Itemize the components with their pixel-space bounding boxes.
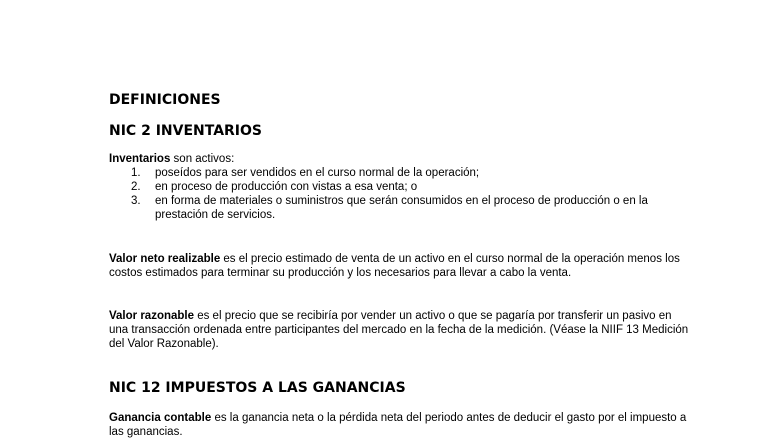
list-item-text: poseídos para ser vendidos en el curso normal de la operación; <box>155 167 480 179</box>
valor-neto-realizable-text: es el precio estimado de venta de un activo en el curso normal de la operación menos los costos estimados para terminar su producción y los necesarios para llevar a cabo la venta. <box>109 253 680 279</box>
ganancia-contable-text: es la ganancia neta o la pérdida neta del periodo antes de deducir el gasto por el impuesto a las ganancias. <box>109 412 687 438</box>
valor-razonable-text: es el precio que se recibiría por vender un activo o que se pagaría por transferir un pasivo en una transacción ordenada entre participantes del mercado en la fecha de la medición. (Véase la NIIF 13 Medición del Valor Razonable). <box>109 310 689 350</box>
list-item-text: en forma de materiales o suministros que serán consumidos en el proceso de producción o en la prestación de servicios. <box>155 195 648 221</box>
valor-neto-realizable-definition <box>109 252 689 280</box>
list-item <box>109 180 689 194</box>
term-valor-neto-realizable: Valor neto realizable <box>109 253 221 265</box>
list-item-number: 3. <box>131 195 141 207</box>
term-valor-razonable: Valor razonable <box>109 310 195 322</box>
list-item <box>109 194 689 222</box>
ganancia-contable-definition <box>109 411 689 439</box>
list-item-number: 1. <box>131 167 141 179</box>
page-title: DEFINICIONES <box>109 92 221 108</box>
valor-razonable-definition <box>109 309 689 351</box>
term-inventarios: Inventarios <box>109 153 171 165</box>
section-title-nic2: NIC 2 INVENTARIOS <box>109 123 263 139</box>
section-title-nic12: NIC 12 IMPUESTOS A LAS GANANCIAS <box>109 380 406 396</box>
inventarios-list <box>109 166 689 222</box>
list-item-number: 2. <box>131 181 141 193</box>
term-ganancia-contable: Ganancia contable <box>109 412 212 424</box>
list-item-text: en proceso de producción con vistas a esa venta; o <box>155 181 418 193</box>
inventarios-definition <box>109 152 689 166</box>
list-item <box>109 166 689 180</box>
inventarios-text: son activos: <box>170 153 235 165</box>
